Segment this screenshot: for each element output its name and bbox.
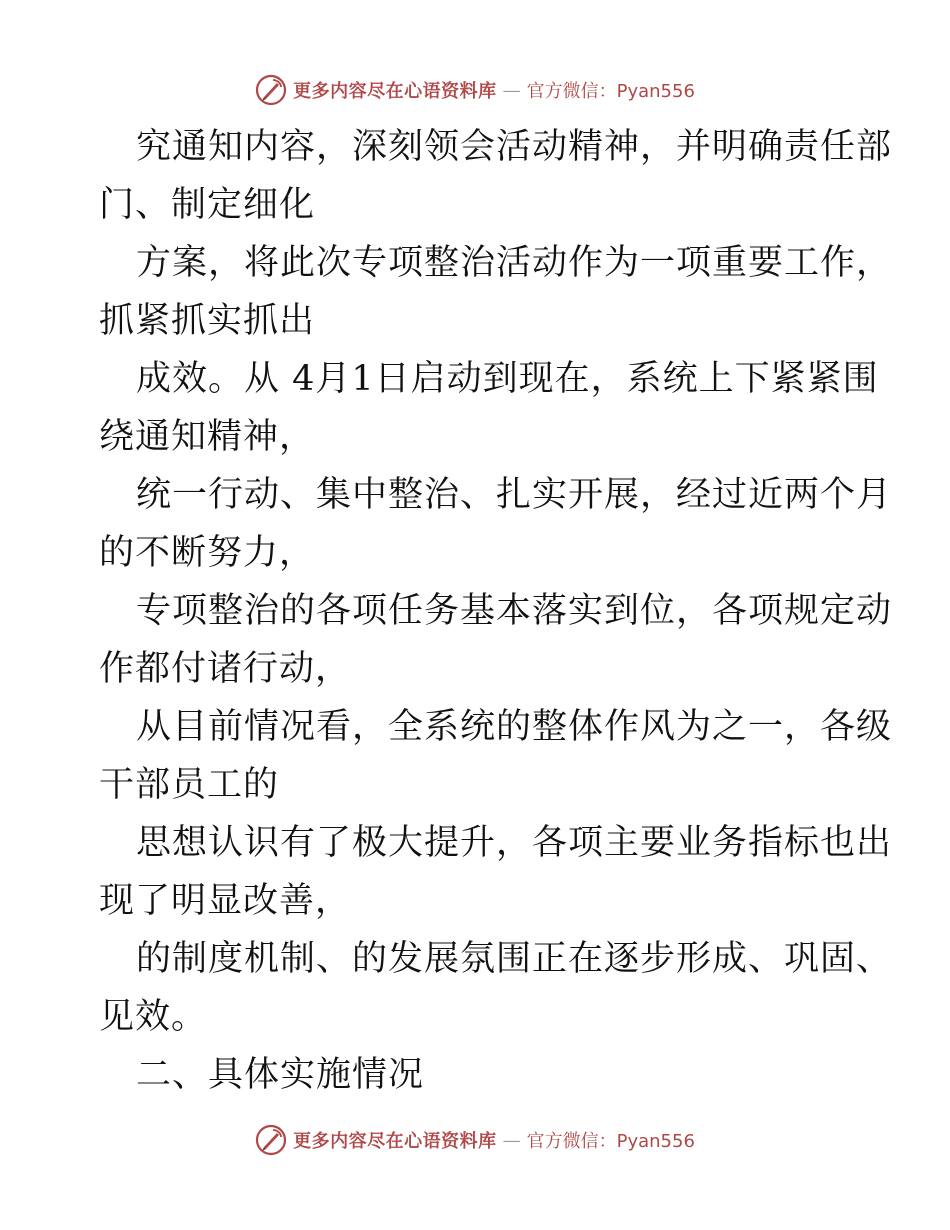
- body-line: 方案，将此次专项整治活动作为一项重要工作，: [136, 243, 893, 283]
- header-brand: [255, 74, 695, 106]
- body-line: 绕通知精神，: [99, 417, 316, 457]
- body-line: 抓紧抓实抓出: [99, 301, 316, 341]
- footer-brand: [255, 1124, 695, 1156]
- header-wechat-text: 官方微信：Pyan556: [526, 81, 695, 102]
- body-line: 作都付诸行动，: [99, 649, 352, 689]
- document-body: [99, 118, 893, 1104]
- footer-wechat-text: 官方微信：Pyan556: [526, 1131, 695, 1152]
- body-line: 从目前情况看，全系统的整体作风为之一，各级: [136, 707, 893, 747]
- body-line: 专项整治的各项任务基本落实到位，各项规定动: [136, 591, 893, 631]
- quill-pen-logo-icon: [255, 1124, 287, 1156]
- header-brand-text: 更多内容尽在心语资料库: [293, 81, 497, 102]
- body-line: 干部员工的: [99, 765, 280, 805]
- header-separator: —: [502, 79, 521, 101]
- body-line: 见效。: [99, 997, 208, 1037]
- body-line: 成效。从 4月1日启动到现在，系统上下紧紧围: [136, 359, 879, 399]
- body-line: 门、制定细化: [99, 185, 316, 225]
- footer-brand-text: 更多内容尽在心语资料库: [293, 1131, 497, 1152]
- body-line: 究通知内容，深刻领会活动精神，并明确责任部: [136, 127, 893, 167]
- body-line: 的制度机制、的发展氛围正在逐步形成、巩固、: [136, 939, 893, 979]
- quill-pen-logo-icon: [255, 74, 287, 106]
- body-line: 思想认识有了极大提升，各项主要业务指标也出: [136, 823, 893, 863]
- footer-separator: —: [502, 1129, 521, 1151]
- body-line: 的不断努力，: [99, 533, 316, 573]
- body-line: 现了明显改善，: [99, 881, 352, 921]
- section-heading: 二、具体实施情况: [136, 1055, 425, 1095]
- page-footer: [0, 1120, 950, 1160]
- page-header: [0, 70, 950, 110]
- body-line: 统一行动、集中整治、扎实开展，经过近两个月: [136, 475, 893, 515]
